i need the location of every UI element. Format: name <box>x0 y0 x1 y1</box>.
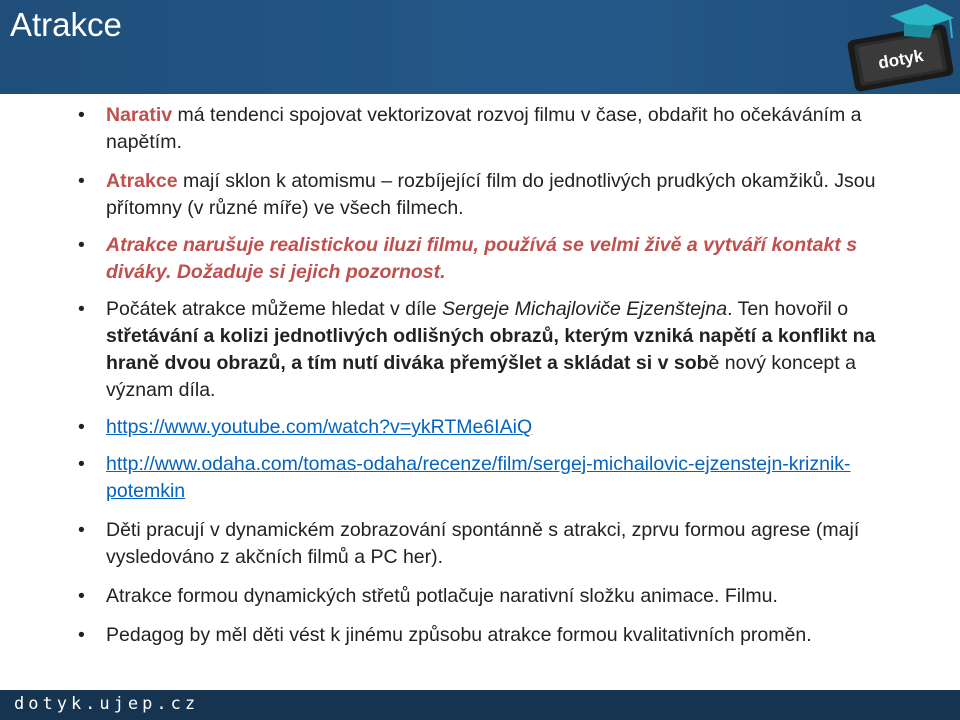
dotyk-logo-icon <box>830 0 960 94</box>
bullet-icon: • <box>78 585 85 607</box>
list-item <box>78 296 878 404</box>
item-text-bold: střetávání a kolizi jednotlivých odlišných obrazů, kterým vzniká napětí a konflikt na hraně dvou obrazů, a tím nutí diváka přemýšlet a skládat si v sob <box>106 325 876 374</box>
keyword-atrakce: Atrakce <box>106 170 178 192</box>
item-text: Atrakce formou dynamických střetů potlačuje narativní složku animace. Filmu. <box>106 585 778 607</box>
list-item <box>78 168 878 222</box>
bullet-icon: • <box>78 170 85 192</box>
item-text: má tendenci spojovat vektorizovat rozvoj filmu v čase, obdařit ho očekáváním a napětím. <box>106 104 862 153</box>
item-text-italic: Atrakce narušuje realistickou iluzi filmu, používá se velmi živě a vytváří kontakt s diváky. Dožaduje si jejich pozornost. <box>106 234 858 283</box>
item-text: Pedagog by měl děti vést k jinému způsobu atrakce formou kvalitativních proměn. <box>106 624 812 646</box>
bullet-icon: • <box>78 104 85 126</box>
logo-text: dotyk <box>876 46 925 73</box>
bullet-icon: • <box>78 416 85 438</box>
bullet-icon: • <box>78 519 85 541</box>
list-item <box>78 583 878 610</box>
list-item <box>78 451 878 505</box>
item-text: mají sklon k atomismu – rozbíjející film do jednotlivých prudkých okamžiků. Jsou přítomny (v různé míře) ve všech filmech. <box>106 170 876 219</box>
item-text: . Ten hovořil o <box>727 298 849 320</box>
slide-footer <box>0 690 960 720</box>
bullet-list <box>78 102 878 649</box>
list-item <box>78 414 878 441</box>
eisenstein-name: Sergeje Michajloviče Ejzenštejna <box>442 298 728 320</box>
list-item <box>78 517 878 571</box>
footer-site: dotyk.ujep.cz <box>14 694 200 714</box>
bullet-icon: • <box>78 453 85 475</box>
youtube-link[interactable]: https://www.youtube.com/watch?v=ykRTMe6IAiQ <box>106 416 533 438</box>
slide-title: Atrakce <box>10 6 122 43</box>
item-text: Počátek atrakce můžeme hledat v díle <box>106 298 443 320</box>
item-text: Děti pracují v dynamickém zobrazování spontánně s atrakci, zprvu formou agrese (mají vysledováno z akčních filmů a PC her). <box>106 519 860 568</box>
odaha-link[interactable]: http://www.odaha.com/tomas-odaha/recenze/film/sergej-michailovic-ejzenstejn-kriznik-potemkin <box>106 453 851 502</box>
list-item <box>78 102 878 156</box>
list-item <box>78 232 878 286</box>
bullet-icon: • <box>78 624 85 646</box>
bullet-icon: • <box>78 298 85 320</box>
slide-header <box>0 0 960 94</box>
bullet-icon: • <box>78 234 85 256</box>
item-text: ě nový koncept a význam díla. <box>106 352 856 401</box>
keyword-narativ: Narativ <box>106 104 173 126</box>
list-item <box>78 622 878 649</box>
